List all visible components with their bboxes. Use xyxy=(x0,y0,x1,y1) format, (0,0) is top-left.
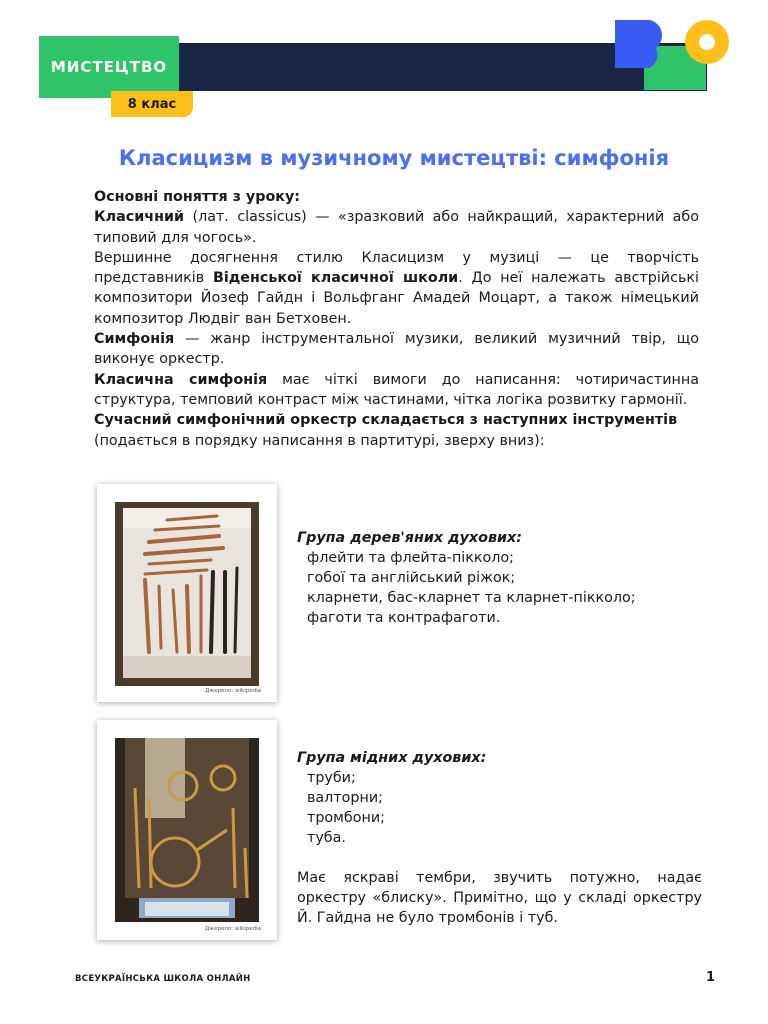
term-symphony: Симфонія xyxy=(94,331,175,348)
term-classic: Класичний xyxy=(94,209,185,226)
list-item: труби; xyxy=(307,770,356,786)
term-orchestra: Сучасний симфонічний оркестр складається з наступних інструментів xyxy=(94,412,678,429)
page-number: 1 xyxy=(706,970,716,985)
list-item: кларнети, бас-кларнет та кларнет-пікколо; xyxy=(307,590,636,606)
lesson-text xyxy=(94,187,699,451)
brass-group-note: Має яскраві тембри, звучить потужно, надає оркестру «блиску». Примітно, що у складі оркестру Й. Гайдна не було тромбонів і туб. xyxy=(297,870,702,926)
page-title: Класицизм в музичному мистецтві: симфонія xyxy=(118,146,670,170)
woodwind-group-title: Група дерев'яних духових: xyxy=(297,530,522,546)
def-orchestra: (подається в порядку написання в партитурі, зверху вниз): xyxy=(94,432,545,449)
peak-text-c: . До неї належать австрійські композитори Йозеф Гайдн і Вольфганг Амадей Моцарт, а також німецький композитор Людвіг ван Бетховен. xyxy=(94,270,699,327)
list-item: тромбони; xyxy=(307,810,385,826)
list-item: валторни; xyxy=(307,790,383,806)
def-classic-symphony: має чіткі вимоги до написання: чотиричастинна структура, темповий контраст між частинами, чітка логіка розвитку гармонії. xyxy=(94,371,699,408)
def-classic: (лат. classicus) — «зразковий або найкращий, характерний або типовий для чогось». xyxy=(94,209,699,246)
school-logo xyxy=(612,16,734,92)
brass-group xyxy=(297,748,702,928)
peak-text-a: Вершинне досягнення стилю Класицизм у музиці — це творчість представників xyxy=(94,249,699,287)
woodwind-photo xyxy=(115,502,259,686)
subject-badge: МИСТЕЦТВО xyxy=(39,36,179,98)
list-item: фаготи та контрафаготи. xyxy=(307,610,501,626)
brass-photo-caption: Джерело: wikipedia xyxy=(205,926,261,932)
list-item: гобої та англійський ріжок; xyxy=(307,570,516,586)
grade-badge: 8 клас xyxy=(111,91,193,117)
def-symphony: — жанр інструментальної музики, великий музичний твір, що виконує оркестр. xyxy=(94,331,699,368)
concepts-heading: Основні поняття з уроку: xyxy=(94,189,301,205)
brass-photo-frame xyxy=(97,720,277,940)
woodwind-group xyxy=(297,528,702,628)
brass-photo xyxy=(115,738,259,922)
list-item: флейти та флейта-пікколо; xyxy=(307,550,514,566)
term-classic-symphony: Класична симфонія xyxy=(94,371,268,388)
brass-group-title: Група мідних духових: xyxy=(297,750,487,766)
woodwind-photo-caption: Джерело: wikipedia xyxy=(205,688,261,694)
list-item: туба. xyxy=(307,830,346,846)
woodwind-photo-frame xyxy=(97,484,277,702)
footer-school-name: ВСЕУКРАЇНСЬКА ШКОЛА ОНЛАЙН xyxy=(75,974,251,984)
vienna-school: Віденської класичної школи xyxy=(212,270,459,287)
